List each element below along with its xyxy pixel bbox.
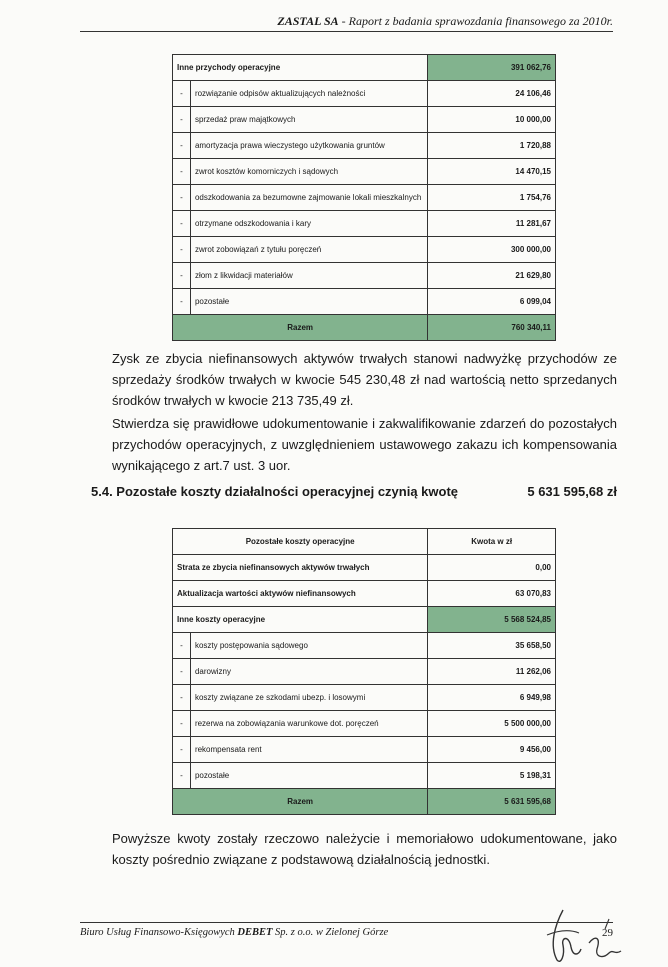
table-row [173,659,556,685]
row-value: 5 198,31 [428,763,556,789]
table1-total-label: Razem [173,315,428,341]
row-dash: - [173,133,191,159]
table-row [173,555,556,581]
row-label: rezerwa na zobowiązania warunkowe dot. poręczeń [190,711,427,737]
row-value: 10 000,00 [428,107,556,133]
section-title: 5.4. Pozostałe koszty działalności operacyjnej czynią kwotę [91,484,459,499]
other-operating-costs-table [172,528,556,815]
header-company: ZASTAL SA [277,14,339,28]
row-value: 9 456,00 [428,737,556,763]
row-dash: - [173,159,191,185]
row-dash: - [173,107,191,133]
table-row [173,185,556,211]
row-value: 24 106,46 [428,81,556,107]
table2-header-label: Pozostałe koszty operacyjne [173,529,428,555]
table-row [173,159,556,185]
page-header [80,14,613,32]
row-label: Aktualizacja wartości aktywów niefinansowych [173,581,428,607]
table-row [173,81,556,107]
table-row [173,55,556,81]
other-operating-income-table [172,54,556,341]
section-amount: 5 631 595,68 zł [527,484,617,499]
row-value: 11 262,06 [428,659,556,685]
table-row [173,263,556,289]
row-value: 6 949,98 [428,685,556,711]
row-value: 11 281,67 [428,211,556,237]
table-row [173,289,556,315]
row-dash: - [173,81,191,107]
section-heading [91,484,617,499]
row-dash: - [173,659,191,685]
row-dash: - [173,237,191,263]
row-dash: - [173,211,191,237]
row-label: darowizny [190,659,427,685]
page-footer [80,922,613,938]
row-label: rozwiązanie odpisów aktualizujących należności [190,81,427,107]
table-row [173,685,556,711]
row-dash: - [173,289,191,315]
paragraph-income-statement: Stwierdza się prawidłowe udokumentowanie i zakwalifikowanie zdarzeń do pozostałych przychodów operacyjnych, z uwzględnieniem ustawowego zakazu ich kompensowania wynikającego z art.7 ust. 3 uor. [112,416,617,473]
row-value: 63 070,83 [428,581,556,607]
table-row [173,581,556,607]
row-dash: - [173,263,191,289]
row-dash: - [173,685,191,711]
row-label: koszty związane ze szkodami ubezp. i losowymi [190,685,427,711]
row-label: sprzedaż praw majątkowych [190,107,427,133]
paragraph-gain-on-disposal: Zysk ze zbycia niefinansowych aktywów trwałych stanowi nadwyżkę przychodów ze sprzedaży środków trwałych w kwocie 545 230,48 zł nad wartością netto sprzedanych środków trwałych w kwocie 213 735,49 zł. [112,351,617,408]
signature-image [535,905,625,967]
table2-head-value: 5 568 524,85 [428,607,556,633]
row-label: pozostałe [190,289,427,315]
row-dash: - [173,711,191,737]
row-label: rekompensata rent [190,737,427,763]
row-value: 300 000,00 [428,237,556,263]
table-row [173,711,556,737]
table-row [173,763,556,789]
table-row [173,737,556,763]
row-label: złom z likwidacji materiałów [190,263,427,289]
table-total-row [173,789,556,815]
table1-head-value: 391 062,76 [428,55,556,81]
footer-suffix: Sp. z o.o. w Zielonej Górze [275,927,389,938]
paragraph-costs-documented: Powyższe kwoty zostały rzeczowo należycie i memoriałowo udokumentowane, jako koszty pośrednio związane z podstawową działalnością jednostki. [112,831,617,867]
footer-brand: DEBET [237,927,273,938]
table2-head-label: Inne koszty operacyjne [173,607,428,633]
row-label: otrzymane odszkodowania i kary [190,211,427,237]
header-subtitle: - Raport z badania sprawozdania finansowego za 2010r. [341,14,613,28]
table1-total-value: 760 340,11 [428,315,556,341]
row-value: 14 470,15 [428,159,556,185]
row-label: zwrot kosztów komorniczych i sądowych [190,159,427,185]
row-dash: - [173,737,191,763]
row-label: pozostałe [190,763,427,789]
row-label: Strata ze zbycia niefinansowych aktywów trwałych [173,555,428,581]
table-row [173,107,556,133]
page-number: 29 [602,927,613,939]
table2-total-label: Razem [173,789,428,815]
row-value: 0,00 [428,555,556,581]
table-row [173,607,556,633]
table-row [173,633,556,659]
table1-head-label: Inne przychody operacyjne [173,55,428,81]
row-value: 35 658,50 [428,633,556,659]
row-value: 1 720,88 [428,133,556,159]
row-dash: - [173,763,191,789]
table-header-row [173,529,556,555]
row-value: 21 629,80 [428,263,556,289]
row-dash: - [173,185,191,211]
table2-header-value: Kwota w zł [428,529,556,555]
table-row [173,211,556,237]
row-value: 1 754,76 [428,185,556,211]
table-total-row [173,315,556,341]
row-label: odszkodowania za bezumowne zajmowanie lokali mieszkalnych [190,185,427,211]
row-value: 6 099,04 [428,289,556,315]
row-dash: - [173,633,191,659]
row-label: zwrot zobowiązań z tytułu poręczeń [190,237,427,263]
footer-prefix: Biuro Usług Finansowo-Księgowych [80,927,235,938]
row-value: 5 500 000,00 [428,711,556,737]
row-label: amortyzacja prawa wieczystego użytkowania gruntów [190,133,427,159]
table2-total-value: 5 631 595,68 [428,789,556,815]
table-row [173,133,556,159]
table-row [173,237,556,263]
row-label: koszty postępowania sądowego [190,633,427,659]
